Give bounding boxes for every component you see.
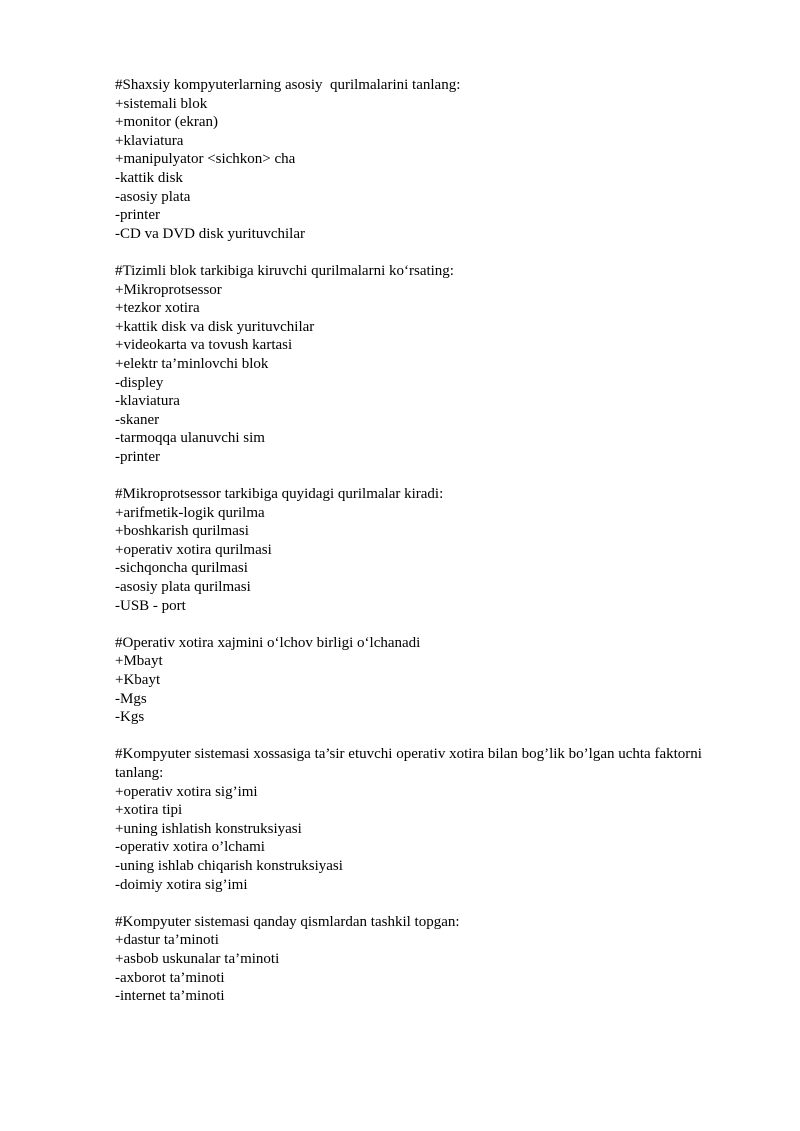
answer-option: +Mikroprotsessor: [115, 281, 222, 298]
question-block: [115, 745, 705, 894]
answer-option: +arifmetik-logik qurilma: [115, 504, 265, 521]
answer-option: +elektr ta’minlovchi blok: [115, 355, 269, 372]
answer-option: -tarmoqqa ulanuvchi sim: [115, 430, 265, 447]
question-title: #Kompyuter sistemasi qanday qismlardan tashkil topgan:: [115, 913, 460, 930]
question-title: #Kompyuter sistemasi xossasiga ta’sir etuvchi operativ xotira bilan bog’lik bo’lgan uchta faktorni tanlang:: [115, 746, 706, 781]
question-block: [115, 262, 705, 467]
answer-option: +sistemali blok: [115, 95, 208, 112]
answer-option: -Mgs: [115, 690, 147, 707]
question-title: #Mikroprotsessor tarkibiga quyidagi qurilmalar kiradi:: [115, 486, 444, 503]
quiz-content: [115, 76, 705, 1024]
answer-option: -asosiy plata: [115, 188, 191, 205]
answer-option: +operativ xotira qurilmasi: [115, 541, 272, 558]
question-title: #Operativ xotira xajmini oʻlchov birligi oʻlchanadi: [115, 634, 421, 651]
question-block: [115, 634, 705, 727]
answer-option: +Mbayt: [115, 653, 163, 670]
answer-option: -printer: [115, 448, 160, 465]
answer-option: +tezkor xotira: [115, 300, 200, 317]
answer-option: -kattik disk: [115, 169, 183, 186]
answer-option: +Kbayt: [115, 672, 161, 688]
answer-option: +uning ishlatish konstruksiyasi: [115, 820, 302, 837]
answer-option: +xotira tipi: [115, 802, 183, 819]
answer-option: -asosiy plata qurilmasi: [115, 579, 251, 596]
answer-option: -displey: [115, 374, 164, 391]
answer-option: +boshkarish qurilmasi: [115, 523, 249, 540]
answer-option: -doimiy xotira sig’imi: [115, 876, 248, 893]
question-block: [115, 485, 705, 615]
question-title: #Tizimli blok tarkibiga kiruvchi qurilmalarni koʻrsating:: [115, 262, 454, 279]
answer-option: -USB - port: [115, 597, 186, 614]
answer-option: +klaviatura: [115, 132, 184, 149]
answer-option: +manipulyator <sichkon> cha: [115, 151, 296, 168]
answer-option: +kattik disk va disk yurituvchilar: [115, 318, 315, 335]
answer-option: +monitor (ekran): [115, 114, 219, 131]
question-title: #Shaxsiy kompyuterlarning asosiy qurilmalarini tanlang:: [115, 77, 461, 93]
answer-option: +operativ xotira sig’imi: [115, 783, 258, 800]
answer-option: -axborot ta’minoti: [115, 969, 225, 986]
answer-option: -operativ xotira o’lchami: [115, 839, 265, 856]
answer-option: +asbob uskunalar ta’minoti: [115, 950, 280, 967]
answer-option: -sichqoncha qurilmasi: [115, 560, 248, 577]
answer-option: -klaviatura: [115, 393, 180, 410]
question-block: [115, 76, 705, 243]
answer-option: -uning ishlab chiqarish konstruksiyasi: [115, 857, 343, 874]
question-block: [115, 913, 705, 1006]
answer-option: -skaner: [115, 411, 160, 428]
answer-option: -internet ta’minoti: [115, 988, 225, 1005]
answer-option: +dastur ta’minoti: [115, 932, 219, 949]
answer-option: +videokarta va tovush kartasi: [115, 337, 293, 354]
answer-option: -CD va DVD disk yurituvchilar: [115, 225, 305, 242]
answer-option: -Kgs: [115, 709, 145, 726]
answer-option: -printer: [115, 207, 160, 224]
